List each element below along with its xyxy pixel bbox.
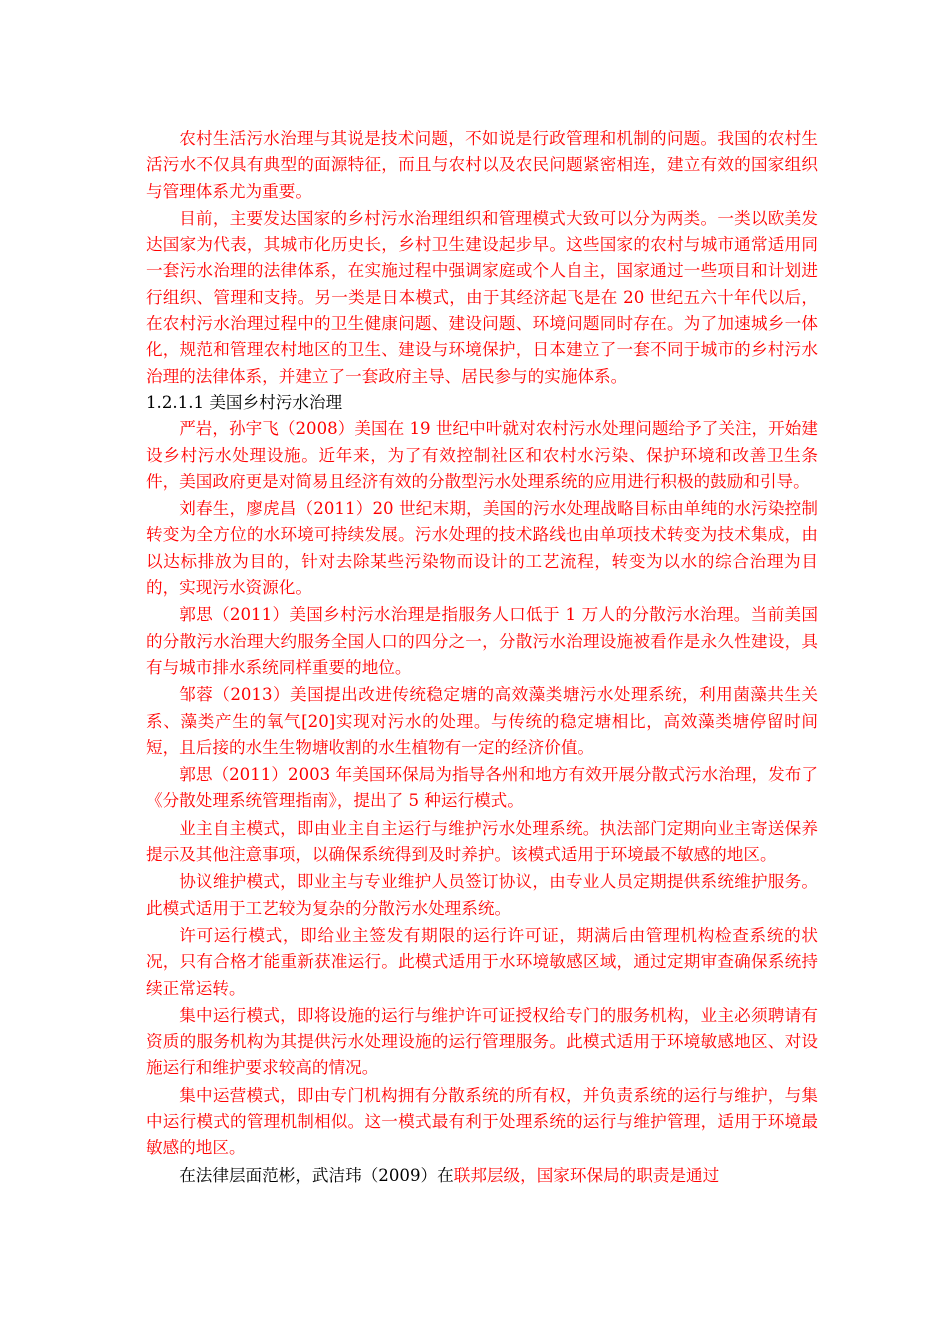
paragraph [146,816,818,869]
paragraph [146,496,818,601]
paragraph [146,682,818,761]
paragraph-text: 郭思（2011）美国乡村污水治理是指服务人口低于 1 万人的分散污水治理。当前美国的分散污水治理大约服务全国人口的四分之一，分散污水治理设施被看作是永久性建设，具有与城市排水系统同样重要的地位。 [146,605,818,677]
paragraph-text: 许可运行模式，即给业主签发有期限的运行许可证，期满后由管理机构检查系统的状况，只有合格才能重新获准运行。此模式适用于水环境敏感区域，通过定期审查确保系统持续正常运转。 [146,925,818,998]
paragraph-text: 邹蓉（2013）美国提出改进传统稳定塘的高效藻类塘污水处理系统，利用菌藻共生关系、藻类产生的氧气[20]实现对污水的处理。与传统的稳定塘相比，高效藻类塘停留时间短，且后接的水生生物塘收割的水生植物有一定的经济价值。 [146,685,818,757]
paragraph-text: 目前，主要发达国家的乡村污水治理组织和管理模式大致可以分为两类。一类以欧美发达国家为代表，其城市化历史长，乡村卫生建设起步早。这些国家的农村与城市通常适用同一套污水治理的法律体系，在实施过程中强调家庭或个人自主，国家通过一些项目和计划进行组织、管理和支持。另一类是日本模式，由于其经济起飞是在 20 世纪五六十年代以后，在农村污水治理过程中的卫生健康问题、建设问题、环境问题同时存在。为了加速城乡一体化，规范和管理农村地区的卫生、建设与环境保护，日本建立了一套不同于城市的乡村污水治理的法律体系，并建立了一套政府主导、居民参与的实施体系。 [146,208,818,386]
paragraph [146,923,818,1002]
paragraph-text-highlight: 联邦层级，国家环保局的职责是通过 [453,1165,720,1185]
document-body [146,126,818,1189]
paragraph-text: 集中运营模式，即由专门机构拥有分散系统的所有权，并负责系统的运行与维护，与集中运行模式的管理机制相似。这一模式最有利于处理系统的运行与维护管理，适用于环境最敏感的地区。 [146,1085,818,1158]
paragraph [146,1003,818,1082]
paragraph [146,762,818,815]
paragraph-text: 刘春生，廖虎昌（2011）20 世纪末期，美国的污水处理战略目标由单纯的水污染控制转变为全方位的水环境可持续发展。污水处理的技术路线也由单项技术转变为技术集成，由以达标排放为目的，针对去除某些污染物而设计的工艺流程，转变为以水的综合治理为目的，实现污水资源化。 [146,499,818,598]
paragraph-text: 农村生活污水治理与其说是技术问题，不如说是行政管理和机制的问题。我国的农村生活污水不仅具有典型的面源特征，而且与农村以及农民问题紧密相连，建立有效的国家组织与管理体系尤为重要。 [146,129,818,201]
paragraph [146,126,818,205]
paragraph [146,206,818,390]
paragraph-text: 严岩，孙宇飞（2008）美国在 19 世纪中叶就对农村污水处理问题给予了关注，开始建设乡村污水处理设施。近年来，为了有效控制社区和农村水污染、保护环境和改善卫生条件，美国政府更是对简易且经济有效的分散型污水处理系统的应用进行积极的鼓励和引导。 [146,419,818,491]
paragraph-text: 协议维护模式，即业主与专业维护人员签订协议，由专业人员定期提供系统维护服务。此模式适用于工艺较为复杂的分散污水处理系统。 [146,872,818,918]
section-heading [146,390,818,416]
paragraph-text: 郭思（2011）2003 年美国环保局为指导各州和地方有效开展分散式污水治理，发布了《分散处理系统管理指南》，提出了 5 种运行模式。 [146,765,818,811]
paragraph-text: 在法律层面范彬，武洁玮（2009）在 [179,1165,454,1185]
paragraph [146,869,818,922]
paragraph [146,602,818,681]
section-heading-text: 1.2.1.1 美国乡村污水治理 [146,392,343,412]
paragraph-text: 业主自主模式，即由业主自主运行与维护污水处理系统。执法部门定期向业主寄送保养提示及其他注意事项，以确保系统得到及时养护。该模式适用于环境最不敏感的地区。 [146,818,818,865]
paragraph [146,1083,818,1162]
paragraph [146,416,818,495]
paragraph-text: 集中运行模式，即将设施的运行与维护许可证授权给专门的服务机构，业主必须聘请有资质的服务机构为其提供污水处理设施的运行管理服务。此模式适用于环境敏感地区、对设施运行和维护要求较高的情况。 [146,1005,818,1078]
paragraph [146,1163,818,1189]
